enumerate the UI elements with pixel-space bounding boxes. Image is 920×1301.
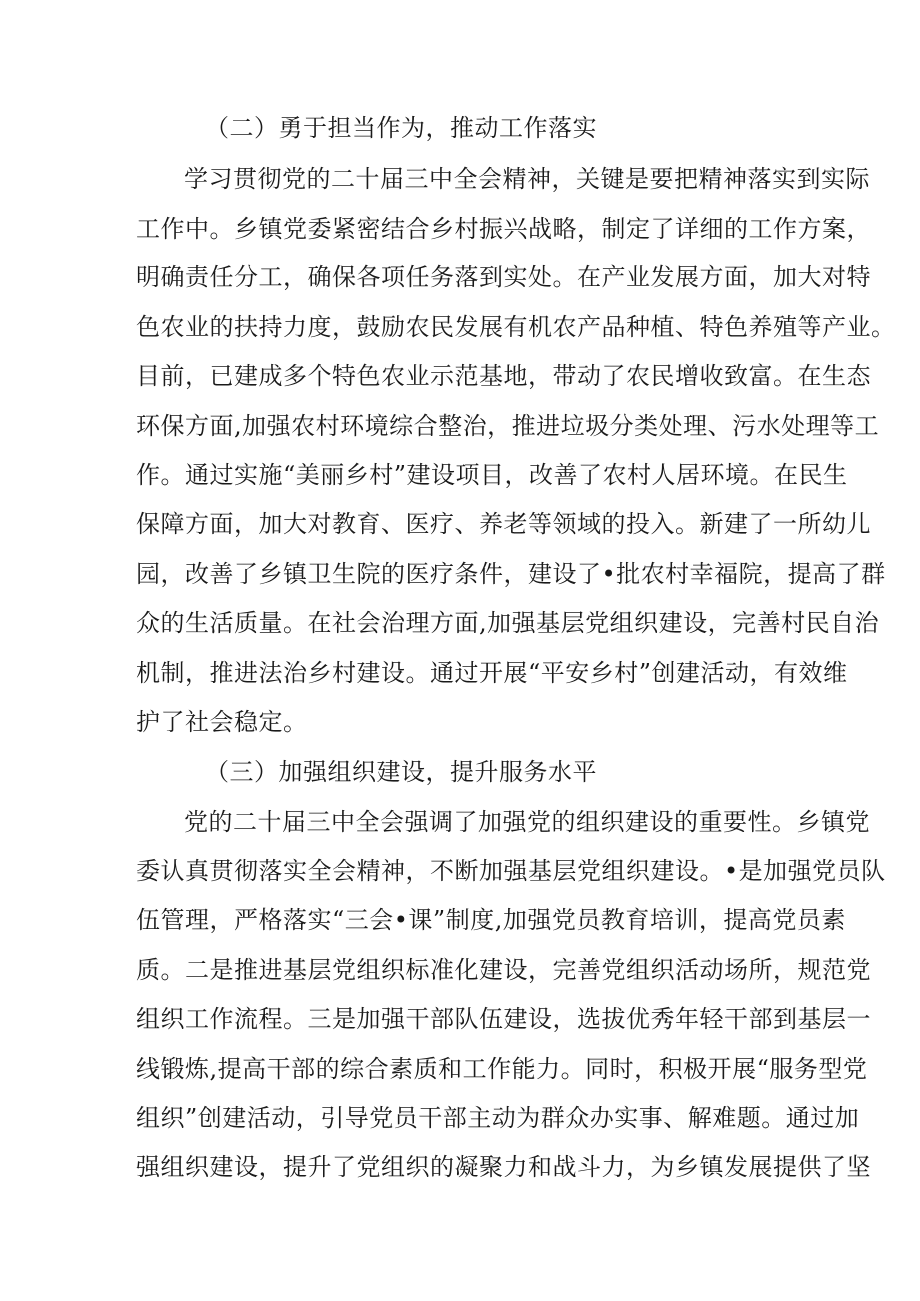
section-heading-3: （三）加强组织建设，提升服务水平 — [205, 758, 597, 786]
paragraph-line: 明确责任分工，确保各项任务落到实处。在产业发展方面，加大对特 — [136, 263, 871, 291]
paragraph-line: 党的二十届三中全会强调了加强党的组织建设的重要性。乡镇党 — [184, 808, 870, 836]
paragraph-line: 保障方面，加大对教育、医疗、养老等领域的投入。新建了一所幼儿 — [136, 510, 871, 538]
paragraph-line: 机制，推进法治乡村建设。通过开展“平安乡村”创建活动，有效维 — [136, 659, 848, 687]
section-heading-2: （二）勇于担当作为，推动工作落实 — [205, 114, 597, 142]
paragraph-line: 线锻炼,提高干部的综合素质和工作能力。同时，积极开展“服务型党 — [136, 1055, 868, 1083]
paragraph-line: 学习贯彻党的二十届三中全会精神，关键是要把精神落实到实际 — [184, 165, 870, 193]
paragraph-line: 组织工作流程。三是加强干部队伍建设，选拔优秀年轻干部到基层一 — [136, 1005, 871, 1033]
paragraph-line: 色农业的扶持力度，鼓励农民发展有机农产品种植、特色养殖等产业。 — [136, 313, 896, 341]
paragraph-line: 目前，已建成多个特色农业示范基地，带动了农民增收致富。在生态 — [136, 362, 871, 390]
paragraph-line: 护了社会稳定。 — [136, 708, 308, 736]
paragraph-line: 委认真贯彻落实全会精神，不断加强基层党组织建设。•是加强党员队 — [136, 857, 886, 885]
paragraph-line: 强组织建设，提升了党组织的凝聚力和战斗力，为乡镇发展提供了坚 — [136, 1153, 871, 1181]
paragraph-line: 伍管理，严格落实“三会•课”制度,加强党员教育培训，提高党员素 — [136, 906, 846, 934]
paragraph-line: 工作中。乡镇党委紧密结合乡村振兴战略，制定了详细的工作方案， — [136, 215, 871, 243]
paragraph-line: 众的生活质量。在社会治理方面,加强基层党组织建设，完善村民自治 — [136, 609, 880, 637]
paragraph-line: 质。二是推进基层党组织标准化建设，完善党组织活动场所，规范党 — [136, 956, 871, 984]
paragraph-line: 环保方面,加强农村环境综合整治，推进垃圾分类处理、污水处理等工 — [136, 412, 880, 440]
paragraph-line: 园，改善了乡镇卫生院的医疗条件，建设了•批农村幸福院，提高了群 — [136, 560, 886, 588]
paragraph-line: 作。通过实施“美丽乡村”建设项目，改善了农村人居环境。在民生 — [136, 461, 848, 489]
paragraph-line: 组织”创建活动，引导党员干部主动为群众办实事、解难题。通过加 — [136, 1104, 860, 1132]
